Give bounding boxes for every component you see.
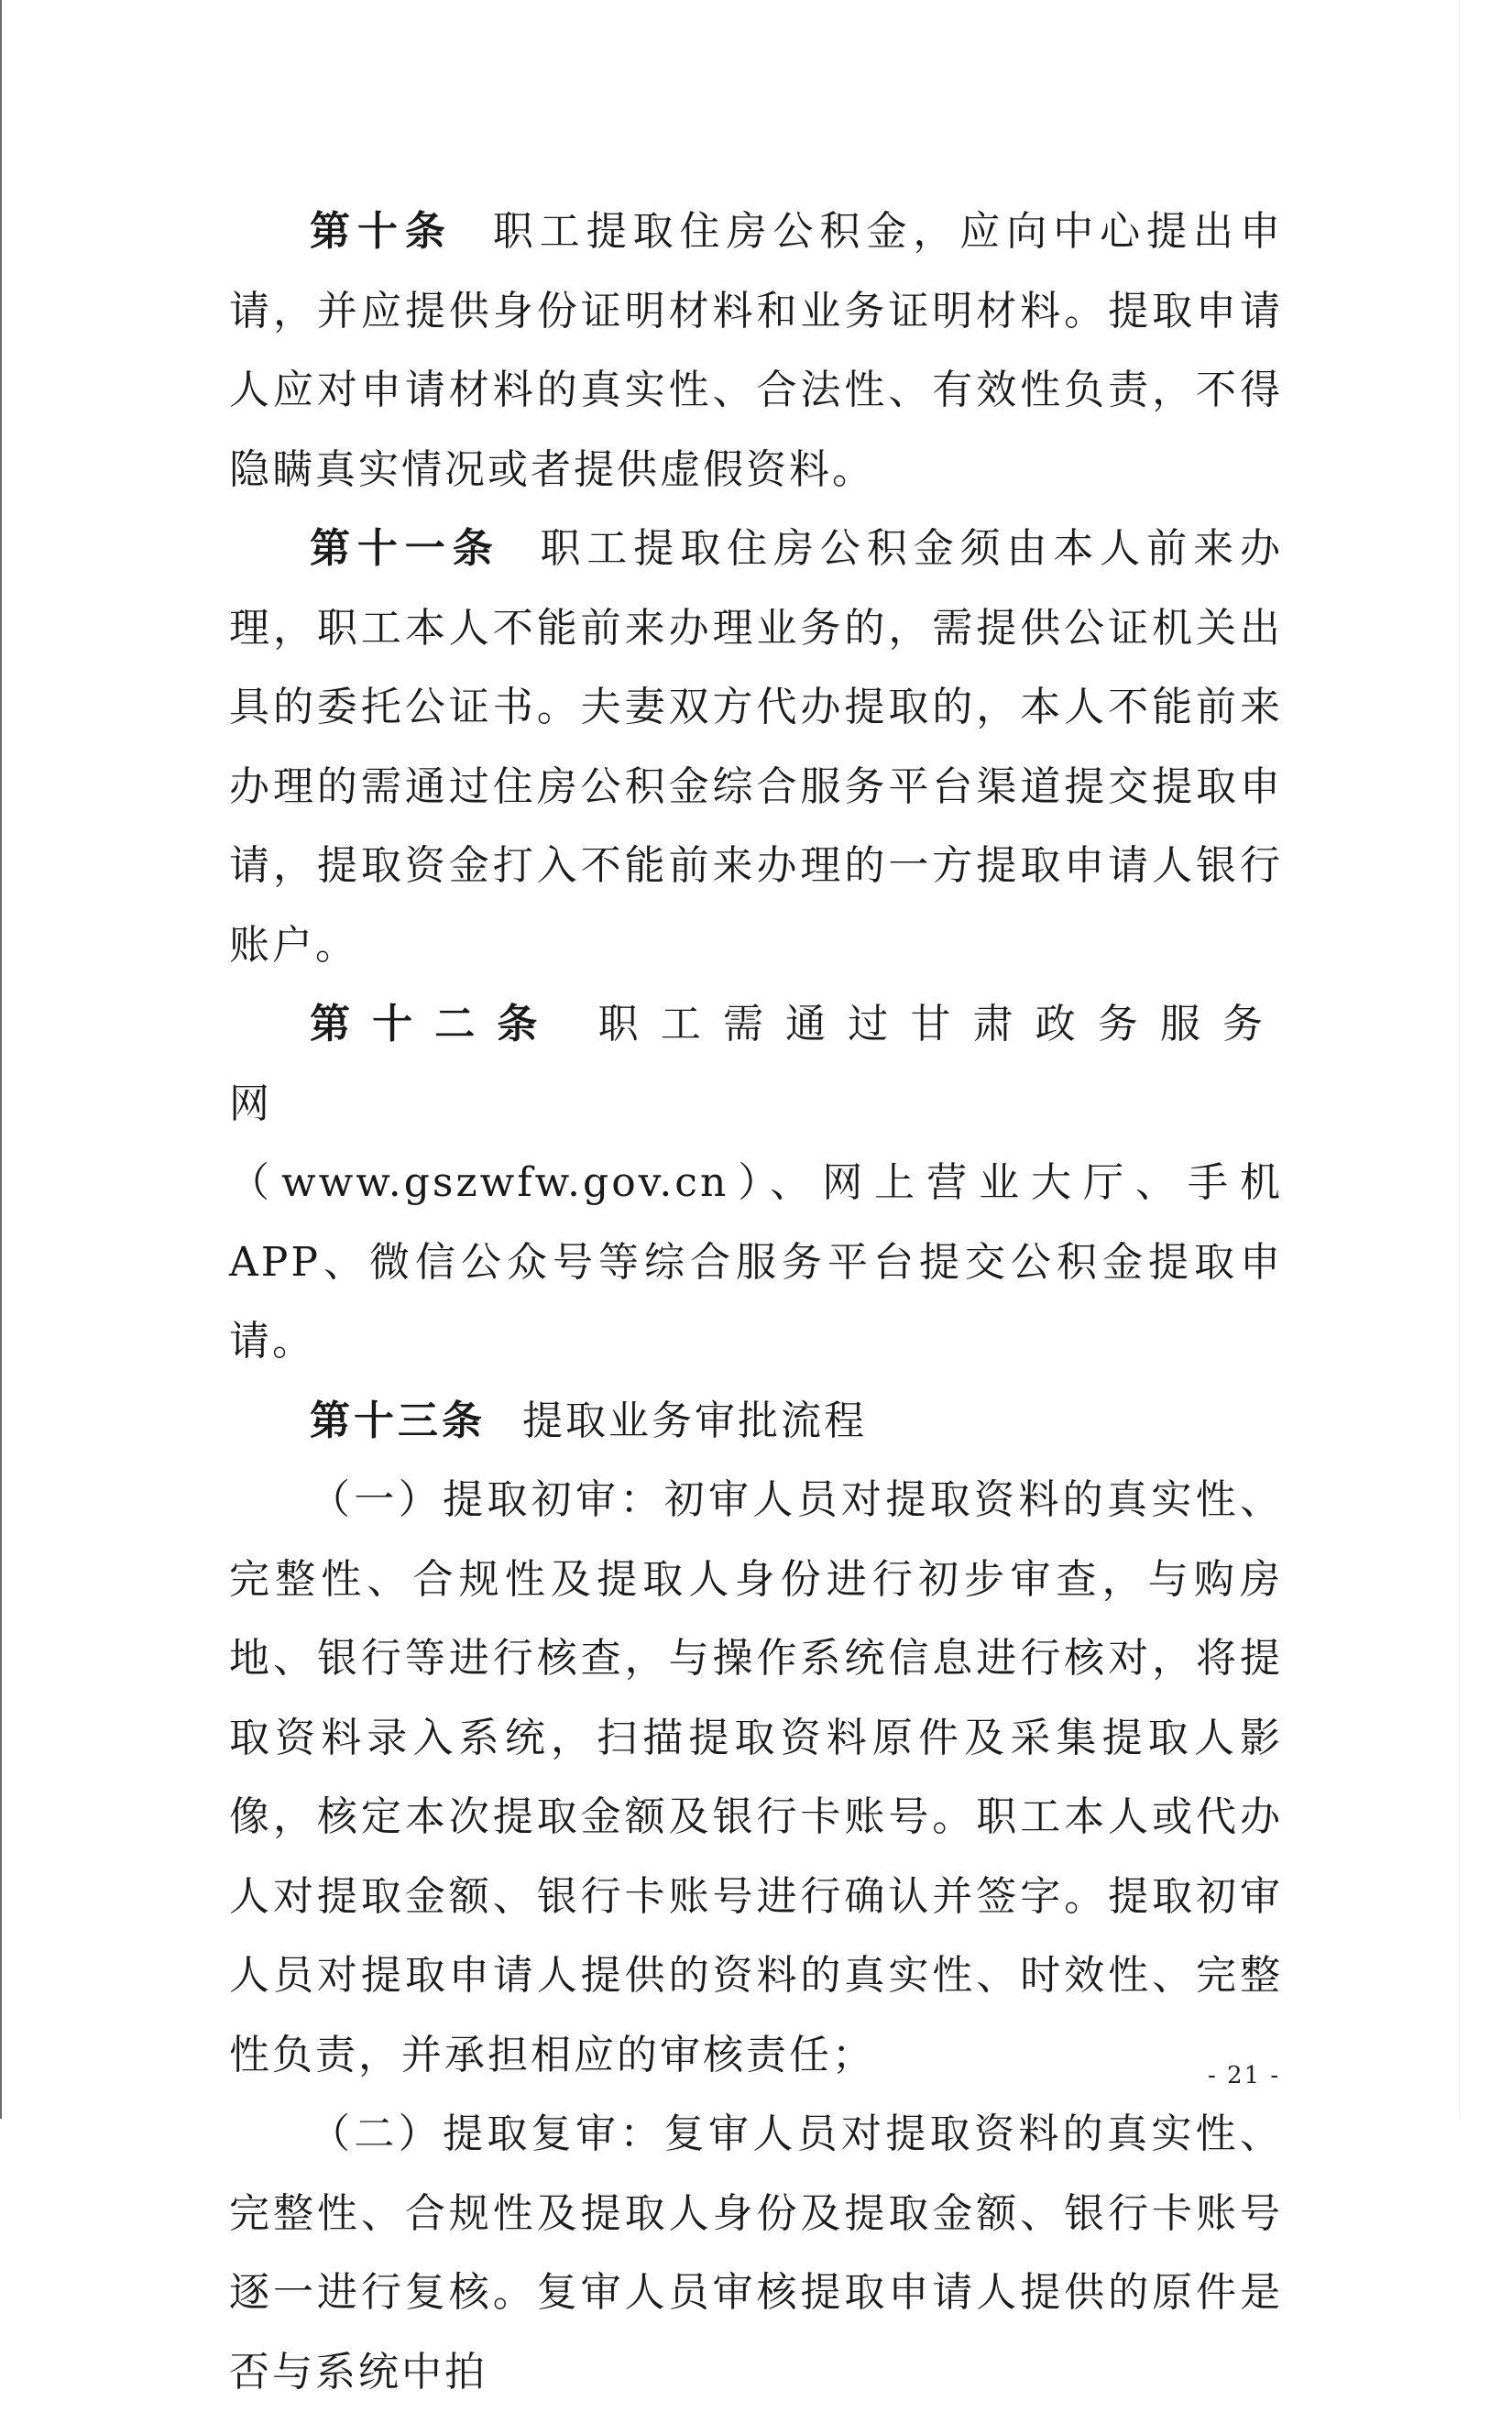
article-13-heading: 第十三条 <box>310 1397 486 1444</box>
article-10 <box>229 192 1283 510</box>
article-10-heading: 第十条 <box>310 208 453 255</box>
step-2-second-review <box>229 2095 1283 2412</box>
article-11-heading: 第十一条 <box>310 525 500 572</box>
step-1-initial-review <box>229 1461 1283 2095</box>
step-1-text: （一）提取初审：初审人员对提取资料的真实性、完整性、合规性及提取人身份进行初步审查，与购房地、银行等进行核查，与操作系统信息进行核对，将提取资料录入系统，扫描提取资料原件及采集提取人影像，核定本次提取金额及银行卡账号。职工本人或代办人对提取金额、银行卡账号进行确认并签字。提取初审人员对提取申请人提供的资料的真实性、时效性、完整性负责，并承担相应的审核责任； <box>229 1476 1283 2078</box>
step-2-text: （二）提取复审：复审人员对提取资料的真实性、完整性、合规性及提取人身份及提取金额、银行卡账号逐一进行复核。复审人员审核提取申请人提供的原件是否与系统中拍 <box>229 2110 1283 2396</box>
article-12-text-line1: 职工需通过甘肃政务服务网 <box>229 1001 1284 1127</box>
document-body <box>229 192 1283 2412</box>
fold-line <box>1459 0 1460 2119</box>
article-13 <box>229 1382 1283 1462</box>
page-number: - 21 - <box>1208 2062 1281 2089</box>
article-11 <box>229 510 1283 985</box>
page-edge <box>0 0 2 2119</box>
article-10-text: 职工提取住房公积金，应向中心提出申请，并应提供身份证明材料和业务证明材料。提取申请人应对申请材料的真实性、合法性、有效性负责，不得隐瞒真实情况或者提供虚假资料。 <box>229 208 1284 493</box>
article-12-line1 <box>229 985 1283 1144</box>
article-11-text: 职工提取住房公积金须由本人前来办理，职工本人不能前来办理业务的，需提供公证机关出具的委托公证书。夫妻双方代办提取的，本人不能前来办理的需通过住房公积金综合服务平台渠道提交提取申请，提取资金打入不能前来办理的一方提取申请人银行账户。 <box>229 525 1284 969</box>
article-12-heading: 第十二条 <box>310 1001 560 1047</box>
article-13-text: 提取业务审批流程 <box>522 1397 867 1444</box>
article-12-text-rest: （www.gszwfw.gov.cn）、网上营业大厅、手机APP、微信公众号等综合服务平台提交公积金提取申请。 <box>229 1159 1283 1365</box>
article-12-rest <box>229 1144 1283 1382</box>
